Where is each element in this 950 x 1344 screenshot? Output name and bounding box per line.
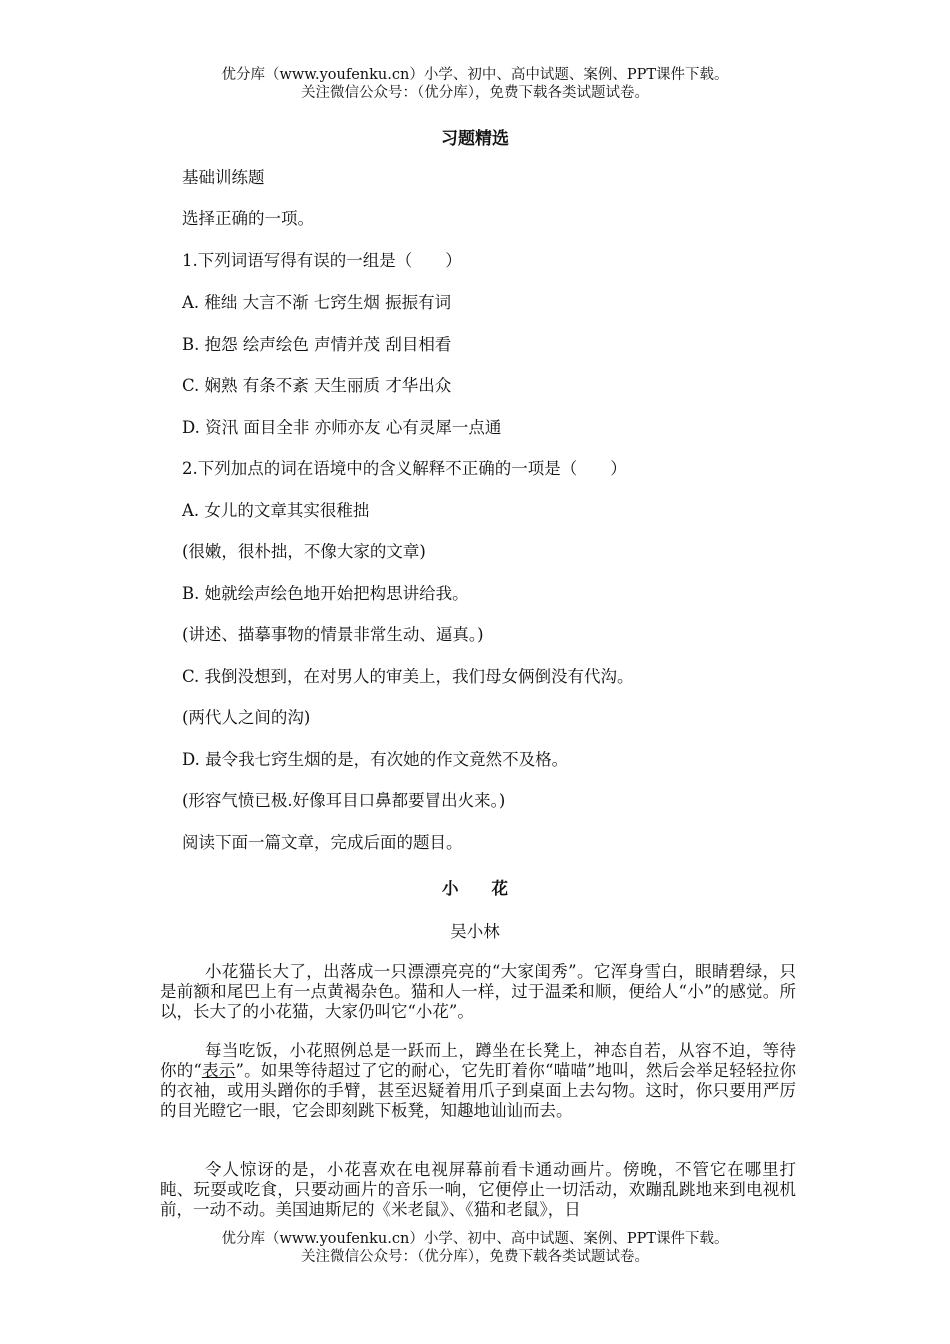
- question-2-note-b: (讲述、描摹事物的情景非常生动、逼真。): [182, 625, 484, 644]
- question-2-stem: 2.下列加点的词在语境中的含义解释不正确的一项是（ ）: [182, 459, 627, 478]
- paragraph-2-part-b: ”。如果等待超过了它的耐心，它先盯着你“喵喵”地叫，然后会举足轻轻拉你的衣袖，或用头蹭你的手臂，甚至迟疑着用爪子到桌面上去勾物。这时，你只要用严厉的目光瞪它一眼，它会即刻跳下板凳，知趣地讪讪而去。: [160, 1061, 796, 1120]
- question-2-option-c: C. 我倒没想到，在对男人的审美上，我们母女俩倒没有代沟。: [182, 667, 634, 686]
- question-2-option-b: B. 她就绘声绘色地开始把构思讲给我。: [182, 584, 469, 603]
- header-line-2: 关注微信公众号：（优分库），免费下载各类试题试卷。: [301, 85, 649, 101]
- question-2-note-c: (两代人之间的沟): [182, 708, 311, 727]
- paragraph-2-part-a: 每当吃饭，小花照例总是一跃而上，蹲坐在长凳上，神态自若，从容不迫，等待你的“: [160, 1041, 796, 1080]
- article-paragraph-2: [160, 1041, 796, 1121]
- article-title: 小 花: [442, 879, 508, 898]
- instruction: 选择正确的一项。: [182, 209, 314, 228]
- question-2-note-a: (很嫩，很朴拙，不像大家的文章): [182, 542, 426, 561]
- question-1-option-d: D. 资汛 面目全非 亦师亦友 心有灵犀一点通: [182, 418, 502, 437]
- footer-line-2: 关注微信公众号：（优分库），免费下载各类试题试卷。: [301, 1249, 649, 1265]
- question-2-option-a: A. 女儿的文章其实很稚拙: [182, 501, 370, 520]
- question-2-note-d: (形容气愤已极.好像耳目口鼻都要冒出火来。): [182, 791, 506, 810]
- page-title: 习题精选: [441, 129, 509, 149]
- article-author: 吴小林: [450, 922, 500, 941]
- page-footer: [0, 1230, 950, 1266]
- section-label: 基础训练题: [182, 168, 265, 187]
- article-paragraph-1: 小花猫长大了，出落成一只漂漂亮亮的“大家闺秀”。它浑身雪白，眼睛碧绿，只是前额和尾巴上有一点黄褐杂色。猫和人一样，过于温柔和顺，便给人“小”的感觉。所以，长大了的小花猫，大家仍叫它“小花”。: [160, 962, 796, 1021]
- question-1-option-b: B. 抱怨 绘声绘色 声情并茂 刮目相看: [182, 335, 452, 354]
- underlined-word: 表示: [201, 1061, 236, 1080]
- question-2-option-d: D. 最令我七窍生烟的是，有次她的作文竟然不及格。: [182, 750, 569, 769]
- question-1-stem: 1.下列词语写得有误的一组是（ ）: [182, 251, 462, 270]
- reading-prompt: 阅读下面一篇文章，完成后面的题目。: [182, 833, 463, 852]
- page-header: [0, 66, 950, 102]
- question-1-option-c: C. 娴熟 有条不紊 天生丽质 才华出众: [182, 376, 452, 395]
- footer-line-1: 优分库（www.youfenku.cn）小学、初中、高中试题、案例、PPT课件下载。: [221, 1231, 729, 1247]
- header-line-1: 优分库（www.youfenku.cn）小学、初中、高中试题、案例、PPT课件下载。: [221, 67, 729, 83]
- question-1-option-a: A. 稚绌 大言不渐 七窍生烟 振振有词: [182, 293, 452, 312]
- article-paragraph-3: 令人惊讶的是，小花喜欢在电视屏幕前看卡通动画片。傍晚，不管它在哪里打盹、玩耍或吃食，只要动画片的音乐一响，它便停止一切活动，欢蹦乱跳地来到电视机前，一动不动。美国迪斯尼的《米老鼠》、《猫和老鼠》，日: [160, 1160, 796, 1219]
